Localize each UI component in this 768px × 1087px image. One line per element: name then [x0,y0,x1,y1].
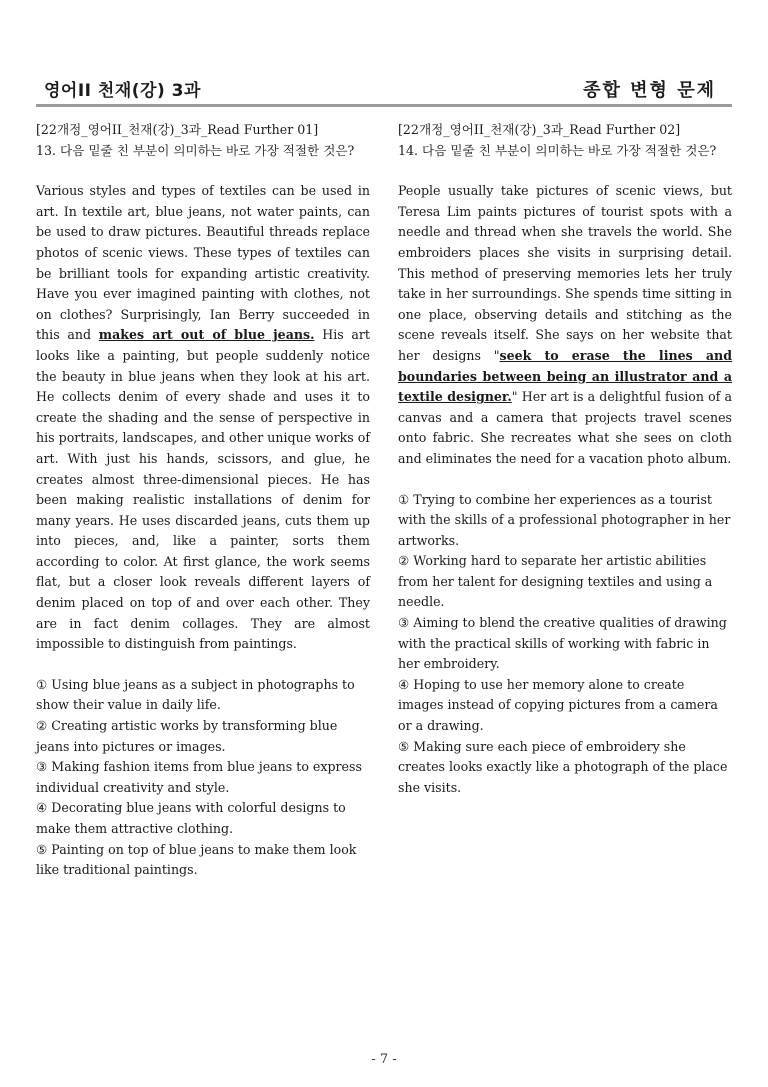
passage-text: His art looks like a painting, but people suddenly notice the beauty in blue jeans when they look at his art. He collects denim of every shade and uses it to create the shading and the sense of perspective in his portraits, landscapes, and other unique works of art. With just his hands, scissors, and glue, he creates almost three-dimensional pieces. He has been making realistic installations of denim for many years. He uses discarded jeans, cuts them up into pieces, and, like a painter, sorts them according to color. At first glance, the work seems flat, but a closer look reveals different layers of denim placed on top of and over each other. They are in fact denim collages. They are almost impossible to distinguish from paintings. [36,327,370,652]
question-14 [398,120,732,798]
answer-choice-5[interactable]: ⑤ Making sure each piece of embroidery she creates looks exactly like a photograph of the place she visits. [398,738,728,795]
answer-choice-1[interactable]: ① Using blue jeans as a subject in photographs to show their value in daily life. [36,676,355,713]
underlined-phrase: seek to erase the lines and boundaries between being an illustrator and a textile designer. [398,347,732,405]
answer-choice-3[interactable]: ③ Making fashion items from blue jeans to express individual creativity and style. [36,759,362,795]
passage-text: " Her art is a delightful fusion of a canvas and a camera that projects travel scenes onto fabric. She recreates what she sees on cloth and eliminates the need for a vacation photo album. [398,389,732,466]
header-course-title: 영어II 천재(강) 3과 [44,81,201,101]
page-header [36,70,732,104]
answer-choice-2[interactable]: ② Working hard to separate her artistic abilities from her talent for designing textiles and using a needle. [398,553,713,610]
page-number: - 7 - [371,1052,397,1067]
passage-text: Various styles and types of textiles can be used in art. In textile art, blue jeans, not water paints, can be used to draw pictures. Beautiful threads replace photos of scenic views. These types of textiles can be brilliant tools for expanding artistic creativity. Have you ever imagined painting with clothes, not on clothes? Surprisingly, Ian Berry succeeded in this and [36,183,370,343]
answer-choice-3[interactable]: ③ Aiming to blend the creative qualities of drawing with the practical skills of working with fabric in her embroidery. [398,615,727,672]
question-source: [22개정_영어II_천재(강)_3과_Read Further 01] [36,122,319,137]
question-title: 13. 다음 밑줄 친 부분이 의미하는 바로 가장 적절한 것은? [36,142,355,158]
underlined-phrase: makes art out of blue jeans. [98,327,315,343]
question-passage [398,181,732,469]
answer-choices [36,675,370,881]
answer-choice-2[interactable]: ② Creating artistic works by transforming blue jeans into pictures or images. [36,718,338,754]
answer-choice-5[interactable]: ⑤ Painting on top of blue jeans to make them look like traditional paintings. [36,841,357,878]
header-section-title: 종합 변형 문제 [583,80,716,101]
answer-choice-1[interactable]: ① Trying to combine her experiences as a tourist with the skills of a professional photographer in her artworks. [398,491,731,548]
question-source: [22개정_영어II_천재(강)_3과_Read Further 02] [398,122,681,137]
question-title: 14. 다음 밑줄 친 부분이 의미하는 바로 가장 적절한 것은? [398,142,717,158]
answer-choices [398,490,732,799]
answer-choice-4[interactable]: ④ Hoping to use her memory alone to create images instead of copying pictures from a camera or a drawing. [398,676,718,734]
question-passage [36,181,370,655]
header-divider [36,104,732,107]
question-13 [36,120,370,881]
passage-text: People usually take pictures of scenic views, but Teresa Lim paints pictures of tourist spots with a needle and thread when she travels the world. She embroiders places she visits in surprising detail. This method of preserving memories lets her truly take in her surroundings. She spends time sitting in one place, observing details and stitching as the scene reveals itself. She says on her website that her designs " [398,183,732,363]
answer-choice-4[interactable]: ④ Decorating blue jeans with colorful designs to make them attractive clothing. [36,800,346,836]
